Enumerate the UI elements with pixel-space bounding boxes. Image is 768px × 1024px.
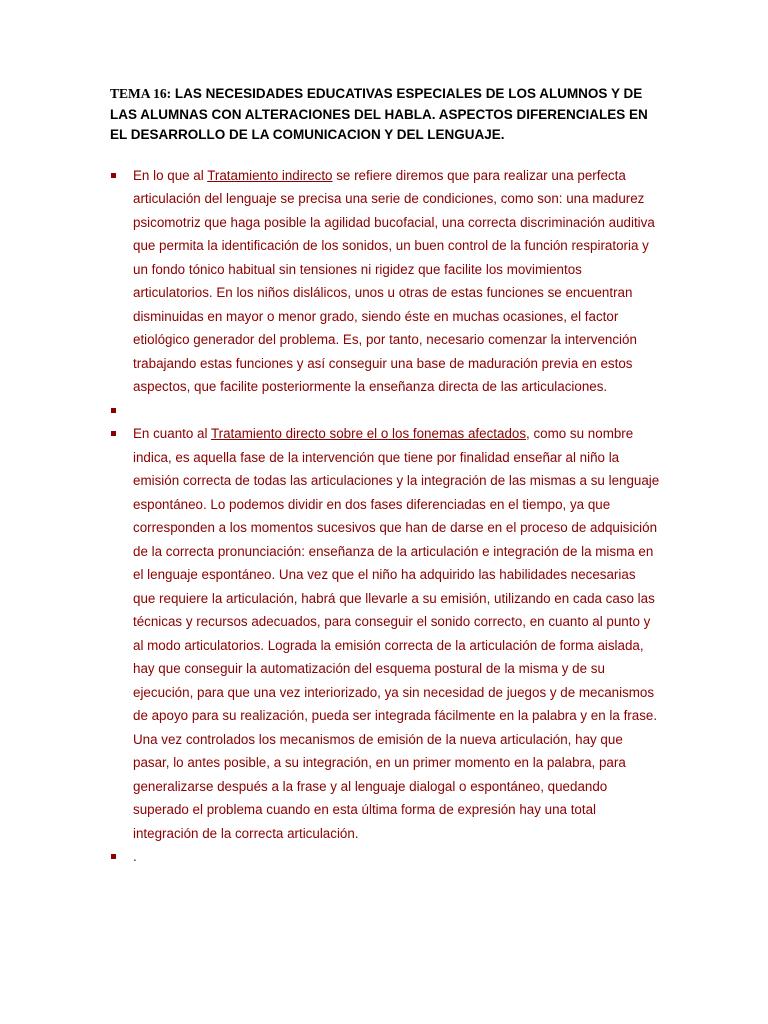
title-prefix: TEMA 16: bbox=[110, 86, 172, 101]
title-text: LAS NECESIDADES EDUCATIVAS ESPECIALES DE LOS ALUMNOS Y DE LAS ALUMNAS CON ALTERACIONES DEL HABLA. ASPECTOS DIFERENCIALES EN EL DESARROLLO DE LA COMUNICACION Y DEL LENGUAJE. bbox=[110, 86, 648, 142]
list-item bbox=[110, 164, 660, 399]
square-bullet-icon bbox=[111, 408, 116, 413]
underlined-term: Tratamiento indirecto bbox=[207, 167, 333, 183]
square-bullet-icon bbox=[111, 431, 116, 436]
item-text-before: En lo que al bbox=[133, 167, 208, 183]
underlined-term: Tratamiento directo sobre el o los fonemas afectados bbox=[210, 426, 527, 441]
document-page bbox=[110, 84, 660, 869]
list-item bbox=[110, 845, 660, 869]
item-text-after: , como su nombre indica, es aquella fase de la intervención que tiene por finalidad enseñar al niño la emisión correcta de todas las articulaciones y la integración de las mismas a su lenguaje espontáneo. Lo podemos dividir en dos fases diferenciadas en el tiempo, ya que corresponden a los momentos sucesivos que han de darse en el proceso de adquisición de la correcta pronunciación: enseñanza de la articulación e integración de la misma en el lenguaje espontáneo. Una vez que el niño ha adquirido las habilidades necesarias que requiere la articulación, habrá que llevarle a su emisión, utilizando en cada caso las técnicas y recursos adecuados, para conseguir el sonido correcto, en cuanto al punto y al modo articulatorios. Lograda la emisión correcta de la articulación de forma aislada, hay que conseguir la automatización del esquema postural de la misma y de su ejecución, para que una vez interiorizado, ya sin necesidad de juegos y de mecanismos de apoyo para su realización, pueda ser integrada fácilmente en la palabra y en la frase. Una vez controlados los mecanismos de emisión de la nueva articulación, hay que pasar, lo antes posible, a su integración, en un primer momento en la palabra, para generalizarse después a la frase y al lenguaje dialogal o espontáneo, quedando superado el problema cuando en esta última forma de expresión hay una total integración de la correcta articulación. bbox=[133, 426, 660, 841]
item-text-after: se refiere diremos que para realizar una perfecta articulación del lenguaje se precisa una serie de condiciones, como son: una madurez psicomotriz que haga posible la agilidad bucofacial, una correcta discriminación auditiva que permita la identificación de los sonidos, un buen control de la función respiratoria y un fondo tónico habitual sin tensiones ni rigidez que facilite los movimientos articulatorios. En los niños dislálicos, unos u otras de estas funciones se encuentran disminuidas en mayor o menor grado, siendo éste en muchas ocasiones, el factor etiológico generador del problema. Es, por tanto, necesario comenzar la intervención trabajando estas funciones y así conseguir una base de maduración previa en estos aspectos, que facilite posteriormente la enseñanza directa de las articulaciones. bbox=[133, 167, 655, 394]
square-bullet-icon bbox=[111, 854, 116, 859]
list-item bbox=[110, 399, 660, 423]
bullet-list bbox=[110, 164, 660, 869]
item-text-before: . bbox=[133, 849, 137, 864]
square-bullet-icon bbox=[111, 173, 116, 178]
list-item bbox=[110, 422, 660, 845]
document-title bbox=[110, 84, 660, 146]
item-text-before: En cuanto al bbox=[133, 426, 211, 441]
